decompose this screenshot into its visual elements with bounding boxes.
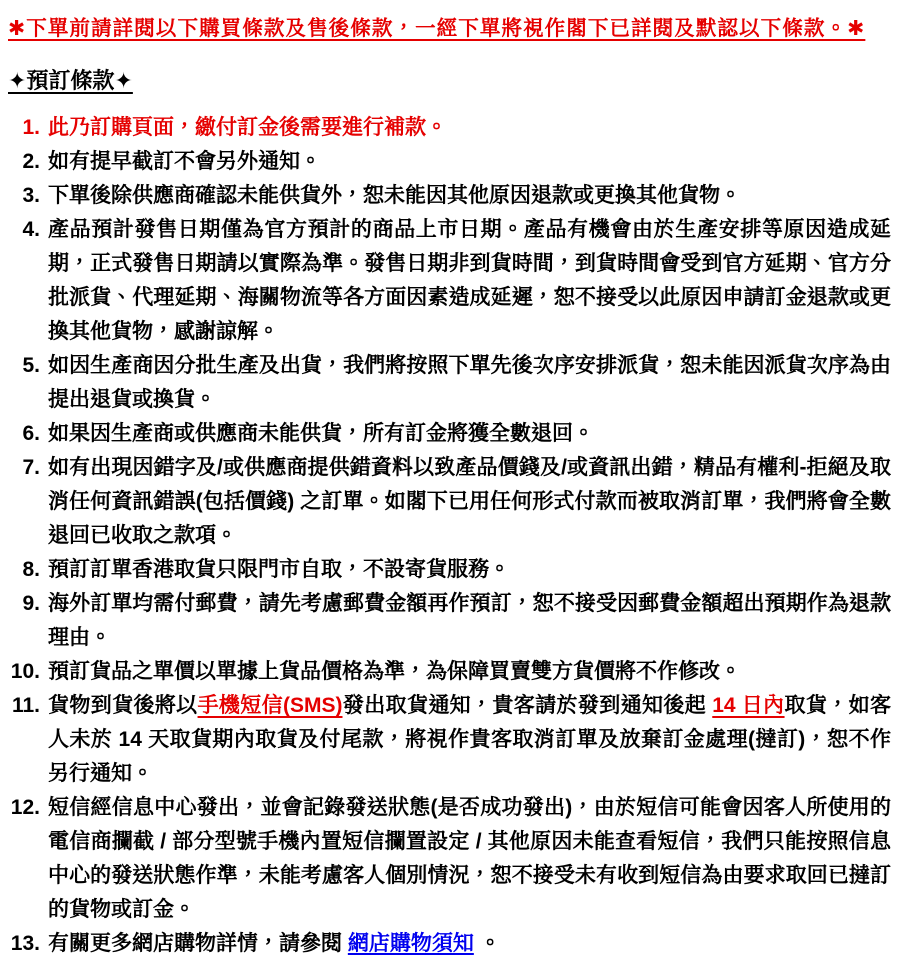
sms-emphasis: 手機短信(SMS) [197,694,343,717]
term-text-segment: 海外訂單均需付郵費，請先考慮郵費金額再作預訂，恕不接受因郵費金額超出預期作為退款理由。 [48,592,891,649]
term-number: 1. [22,116,40,139]
term-item-4 [8,213,903,349]
term-item-10 [8,655,903,689]
term-text [42,213,903,349]
term-text-segment: 產品預計發售日期僅為官方預計的商品上市日期。產品有機會由於生產安排等原因造成延期，正式發售日期請以實際為準。發售日期非到貨時間，到貨時間會受到官方延期、官方分批派貨、代理延期、海關物流等各方面因素造成延遲，恕不接受以此原因申請訂金退款或更換其他貨物，感謝諒解。 [48,218,891,343]
term-number: 13. [10,932,40,955]
term-number: 2. [22,150,40,173]
term-number: 7. [22,456,40,479]
term-item-6 [8,417,903,451]
term-text-segment: 貨物到貨後將以 [48,694,198,717]
term-item-8 [8,553,903,587]
term-text-segment: 下單後除供應商確認未能供貨外，恕未能因其他原因退款或更換其他貨物。 [48,184,741,207]
term-text-segment: 有關更多網店購物詳情，請參閱 [48,932,348,955]
term-text [42,145,903,179]
term-item-1 [8,111,903,145]
term-number: 5. [22,354,40,377]
shop-guide-link[interactable]: 網店購物須知 [347,932,474,955]
term-text [42,587,903,655]
term-number: 11. [11,694,40,717]
term-text [42,179,903,213]
term-text [42,349,903,417]
terms-list [8,111,903,961]
term-text-segment: 短信經信息中心發出，並會記錄發送狀態(是否成功發出)，由於短信可能會因客人所使用的電信商攔截 / 部分型號手機內置短信攔置設定 / 其他原因未能查看短信，我們只能按照信息中心的發送狀態作準，未能考慮客人個別情況，恕不接受未有收到短信為由要求取回已撻訂的貨物或訂金。 [48,796,891,921]
term-item-9 [8,587,903,655]
term-number: 9. [22,592,40,615]
term-text-segment: 如有提早截訂不會另外通知。 [48,150,321,173]
term-item-13 [8,927,903,961]
term-text-segment: 預訂訂單香港取貨只限門市自取，不設寄貨服務。 [48,558,510,581]
purchase-notice-banner: ✱下單前請詳閱以下購買條款及售後條款，一經下單將視作閣下已詳閱及默認以下條款。✱ [8,17,866,40]
term-text [42,689,903,791]
term-text-segment: 預訂貨品之單價以單據上貨品價格為準，為保障買賣雙方貨價將不作修改。 [48,660,741,683]
term-text [42,451,903,553]
term-number: 4. [22,218,40,241]
term-text [42,655,903,689]
term-item-3 [8,179,903,213]
term-item-2 [8,145,903,179]
term-number: 8. [22,558,40,581]
term-text-segment: 。 [473,932,501,955]
term-number: 6. [22,422,40,445]
term-text-segment: 如因生產商因分批生產及出貨，我們將按照下單先後次序安排派貨，恕未能因派貨次序為由提出退貨或換貨。 [48,354,891,411]
term-item-7 [8,451,903,553]
term-item-5 [8,349,903,417]
term-text-segment: 此乃訂購頁面，繳付訂金後需要進行補款。 [48,116,447,139]
deadline-emphasis: 14 日內 [712,694,785,717]
term-text [42,417,903,451]
section-title-preorder-terms: ✦預訂條款✦ [8,68,133,93]
term-text-segment: 發出取貨通知，貴客請於發到通知後起 [342,694,713,717]
term-number: 3. [22,184,40,207]
term-item-11 [8,689,903,791]
term-number: 10. [10,660,40,683]
term-text-segment: 取貨，如客人未於 14 天取貨期內取貨及付尾款，將視作貴客取消訂單及放棄訂金處理(撻訂)，恕不作另行通知。 [48,694,892,785]
term-text [42,791,903,927]
term-text [42,927,903,961]
term-text-segment: 如果因生產商或供應商未能供貨，所有訂金將獲全數退回。 [48,422,594,445]
term-number: 12. [10,796,40,819]
term-text-segment: 如有出現因錯字及/或供應商提供錯資料以致產品價錢及/或資訊出錯，精品有權利-拒絕及取消任何資訊錯誤(包括價錢) 之訂單。如閣下已用任何形式付款而被取消訂單，我們將會全數退回已收取之款項。 [48,456,891,547]
term-text [42,553,903,587]
term-item-12 [8,791,903,927]
term-text [42,111,903,145]
